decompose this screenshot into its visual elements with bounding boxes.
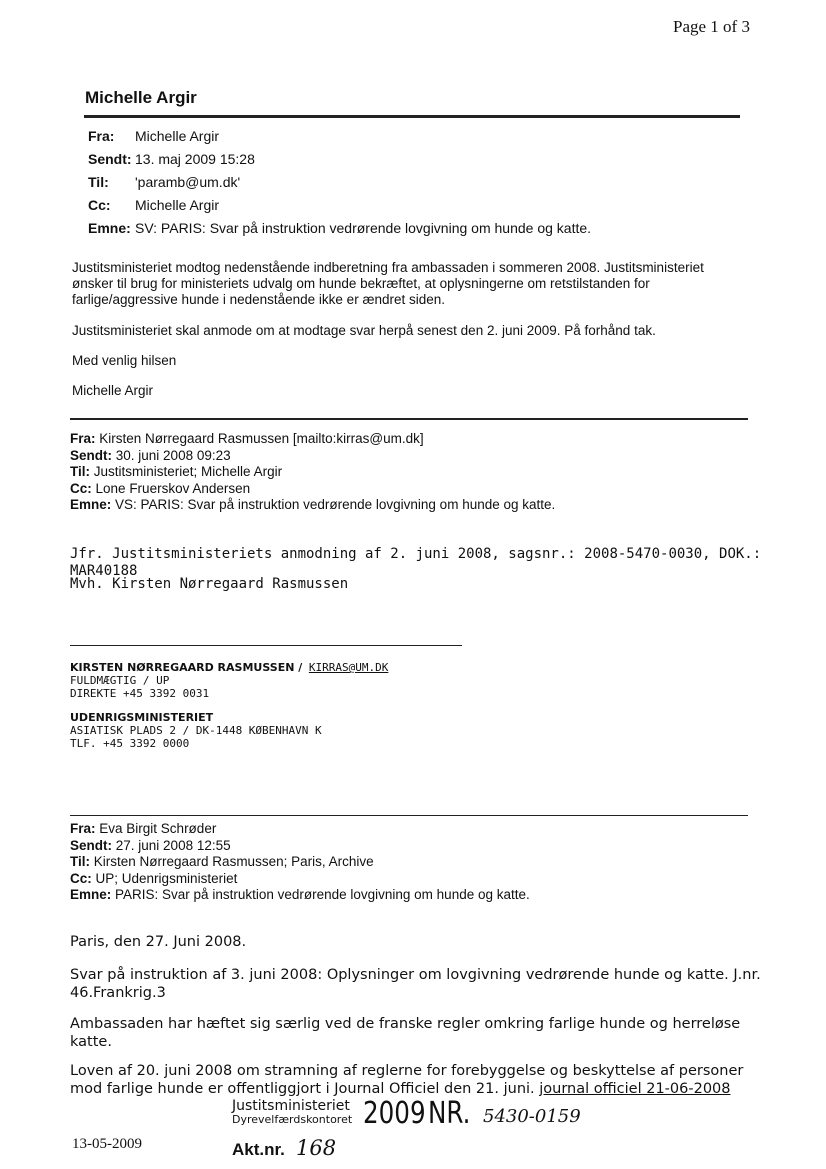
header2-cc: Cc: Lone Fruerskov Andersen [70, 480, 251, 496]
signature-role: FULDMÆGTIG / UP [70, 674, 170, 687]
header1-fra: Fra: Michelle Argir [88, 128, 220, 144]
body3-paragraph-law: Loven af 20. juni 2008 om stramning af reglerne for forebyggelse og beskyttelse af personer mod farlige hunde er offentliggjort i Journal Officiel den 21. juni. journal officiel 21-06-2008 [70, 1063, 744, 1097]
signature-email-link[interactable]: KIRRAS@UM.DK [308, 661, 389, 674]
stamp-line2: Dyrevelfærdskontoret [232, 1113, 353, 1126]
title-rule [84, 115, 740, 118]
stamp-ministry [232, 1100, 352, 1126]
header3-fra: Fra: Eva Birgit Schrøder [70, 821, 217, 836]
footer-date: 13-05-2009 [72, 1136, 142, 1152]
header2-block [70, 431, 555, 514]
body1-paragraph1: Justitsministeriet modtog nedenstående indberetning fra ambassaden i sommeren 2008. Justitsministeriet ønsker til brug for ministeriets udvalg om hunde bekræftet, at oplysningerne om retstilstanden for farlige/aggressive hunde i nedenstående ikke er ændret siden. [72, 260, 704, 307]
header3-cc: Cc: UP; Udenrigsministeriet [70, 870, 238, 886]
signature-phone: TLF. +45 3392 0000 [70, 737, 190, 750]
header2-sendt: Sendt: 30. juni 2008 09:23 [70, 447, 231, 463]
signature-direct-phone: DIREKTE +45 3392 0031 [70, 687, 210, 700]
header3-sendt: Sendt: 27. juni 2008 12:55 [70, 837, 231, 853]
header1-til: Til: 'paramb@um.dk' [88, 174, 241, 190]
signature-rule [70, 645, 462, 646]
stamp-handwritten-number: 5430-0159 [483, 1106, 581, 1127]
stamp-nr: NR. [428, 1096, 471, 1131]
body3-paragraph-instruction: Svar på instruktion af 3. juni 2008: Oplysninger om lovgivning vedrørende hunde og katte. J.nr. 46.Frankrig.3 [70, 967, 761, 1001]
journal-officiel-link[interactable]: journal officiel 21-06-2008 [539, 1081, 731, 1097]
signature-block-org [70, 711, 322, 750]
body1-signature: Michelle Argir [72, 383, 154, 398]
signature-name: KIRSTEN NØRREGAARD RASMUSSEN / [70, 661, 303, 674]
stamp-akt-label: Akt.nr. [232, 1140, 285, 1159]
header2-emne: Emne: VS: PARIS: Svar på instruktion vedrørende lovgivning om hunde og katte. [70, 497, 556, 512]
header1-emne: Emne: SV: PARIS: Svar på instruktion vedrørende lovgivning om hunde og katte. [88, 220, 592, 236]
header3-til: Til: Kirsten Nørregaard Rasmussen; Paris, Archive [70, 854, 374, 869]
body3-paragraph-rules: Ambassaden har hæftet sig særlig ved de franske regler omkring farlige hunde og herreløse katte. [70, 1016, 741, 1050]
header2-fra: Fra: Kirsten Nørregaard Rasmussen [mailto:kirras@um.dk] [70, 431, 424, 446]
page-number: Page 1 of 3 [673, 17, 750, 36]
body1-closing: Med venlig hilsen [72, 353, 177, 368]
body3-place-date: Paris, den 27. Juni 2008. [70, 934, 247, 950]
separator-rule-2 [70, 815, 748, 816]
separator-rule-1 [70, 418, 748, 420]
signature-org: UDENRIGSMINISTERIET [70, 711, 214, 724]
signature-address: ASIATISK PLADS 2 / DK-1448 KØBENHAVN K [70, 724, 322, 737]
header1-sendt: Sendt: 13. maj 2009 15:28 [88, 151, 255, 167]
header3-emne: Emne: PARIS: Svar på instruktion vedrørende lovgivning om hunde og katte. [70, 887, 530, 902]
body1-paragraph2: Justitsministeriet skal anmode om at modtage svar herpå senest den 2. juni 2009. På forhånd tak. [72, 323, 656, 338]
body2-reference: Jfr. Justitsministeriets anmodning af 2. juni 2008, sagsnr.: 2008-5470-0030, DOK.: MAR40188 [70, 546, 762, 579]
body2-regards: Mvh. Kirsten Nørregaard Rasmussen [70, 576, 349, 592]
stamp-line1: Justitsministeriet [232, 1098, 350, 1114]
header3-block [70, 821, 530, 904]
header2-til: Til: Justitsministeriet; Michelle Argir [70, 464, 283, 479]
stamp-akt-value: 168 [296, 1136, 337, 1160]
document-title: Michelle Argir [85, 88, 197, 107]
header1-cc: Cc: Michelle Argir [88, 197, 220, 213]
stamp-year: 2009 [363, 1096, 426, 1131]
signature-block-person [70, 661, 388, 700]
